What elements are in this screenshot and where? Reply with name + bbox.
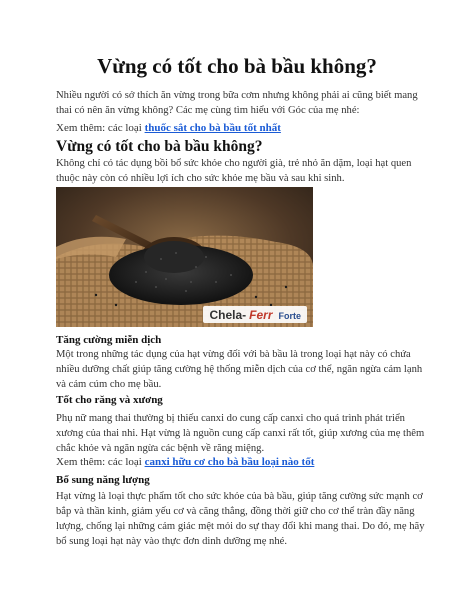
section-text-energy: Hạt vừng là loại thực phẩm tốt cho sức khỏe của bà bầu, giúp tăng cường sức mạnh cơ bắp và thần kinh, giảm yếu cơ và căng thẳng, đồng thời giữ cho cơ thể tràn đầy năng lượng, chống lại những cảm giác mệt mỏi do sự thay đổi khi mang thai. Do đó, mẹ hãy bổ sung loại hạt này vào thực đơn dinh dưỡng mẹ nhé. <box>56 491 425 547</box>
brand-text-chela: Chela- <box>209 308 247 322</box>
brand-watermark <box>203 306 307 323</box>
sesame-product-image <box>56 187 313 327</box>
section-text-bones: Phụ nữ mang thai thường bị thiếu canxi do cung cấp canxi cho quá trình phát triển xương của thai nhi. Hạt vừng là nguồn cung cấp canxi rất tốt, giúp xương của mẹ thêm chắc khỏe và ngăn ngừa các bệnh về răng miệng. <box>56 413 425 454</box>
intro-paragraph: Nhiều người có sở thích ăn vừng trong bữa cơm nhưng không phải ai cũng biết mang thai có nên ăn vừng không? Các mẹ cùng tìm hiểu với Góc của mẹ nhé: <box>56 90 418 116</box>
see-also-1-prefix: Xem thêm: các loại <box>56 122 145 134</box>
section-text-immunity: Một trong những tác dụng của hạt vừng đối với bà bầu là trong loại hạt này có chứa nhiều dưỡng chất giúp tăng cường hệ thống miễn dịch của cơ thể, ngăn ngừa cảm lạnh và cảm cúm cho mẹ bầu. <box>56 349 423 390</box>
see-also-2 <box>56 455 426 470</box>
section-heading-bones: Tốt cho răng và xương <box>56 394 163 406</box>
section-heading-immunity: Tăng cường miễn dịch <box>56 334 162 346</box>
brand-text-forte: Forte <box>278 311 301 321</box>
brand-text-ferr: Ferr <box>249 308 273 322</box>
see-also-1 <box>56 121 426 136</box>
see-also-2-link[interactable]: canxi hữu cơ cho bà bầu loại nào tốt <box>144 456 315 468</box>
page-title: Vừng có tốt cho bà bầu không? <box>97 54 377 78</box>
main-heading: Vừng có tốt cho bà bầu không? <box>56 138 263 155</box>
main-paragraph: Không chỉ có tác dụng bồi bổ sức khỏe cho người già, trẻ nhỏ ăn dặm, loại hạt quen thuộc này còn có nhiều lợi ích cho sức khỏe mẹ bầu và sau khi sinh. <box>56 158 412 184</box>
see-also-2-prefix: Xem thêm: các loại <box>56 456 145 468</box>
see-also-1-link[interactable]: thuốc sắt cho bà bầu tốt nhất <box>144 122 281 134</box>
section-heading-energy: Bổ sung năng lượng <box>56 474 150 486</box>
